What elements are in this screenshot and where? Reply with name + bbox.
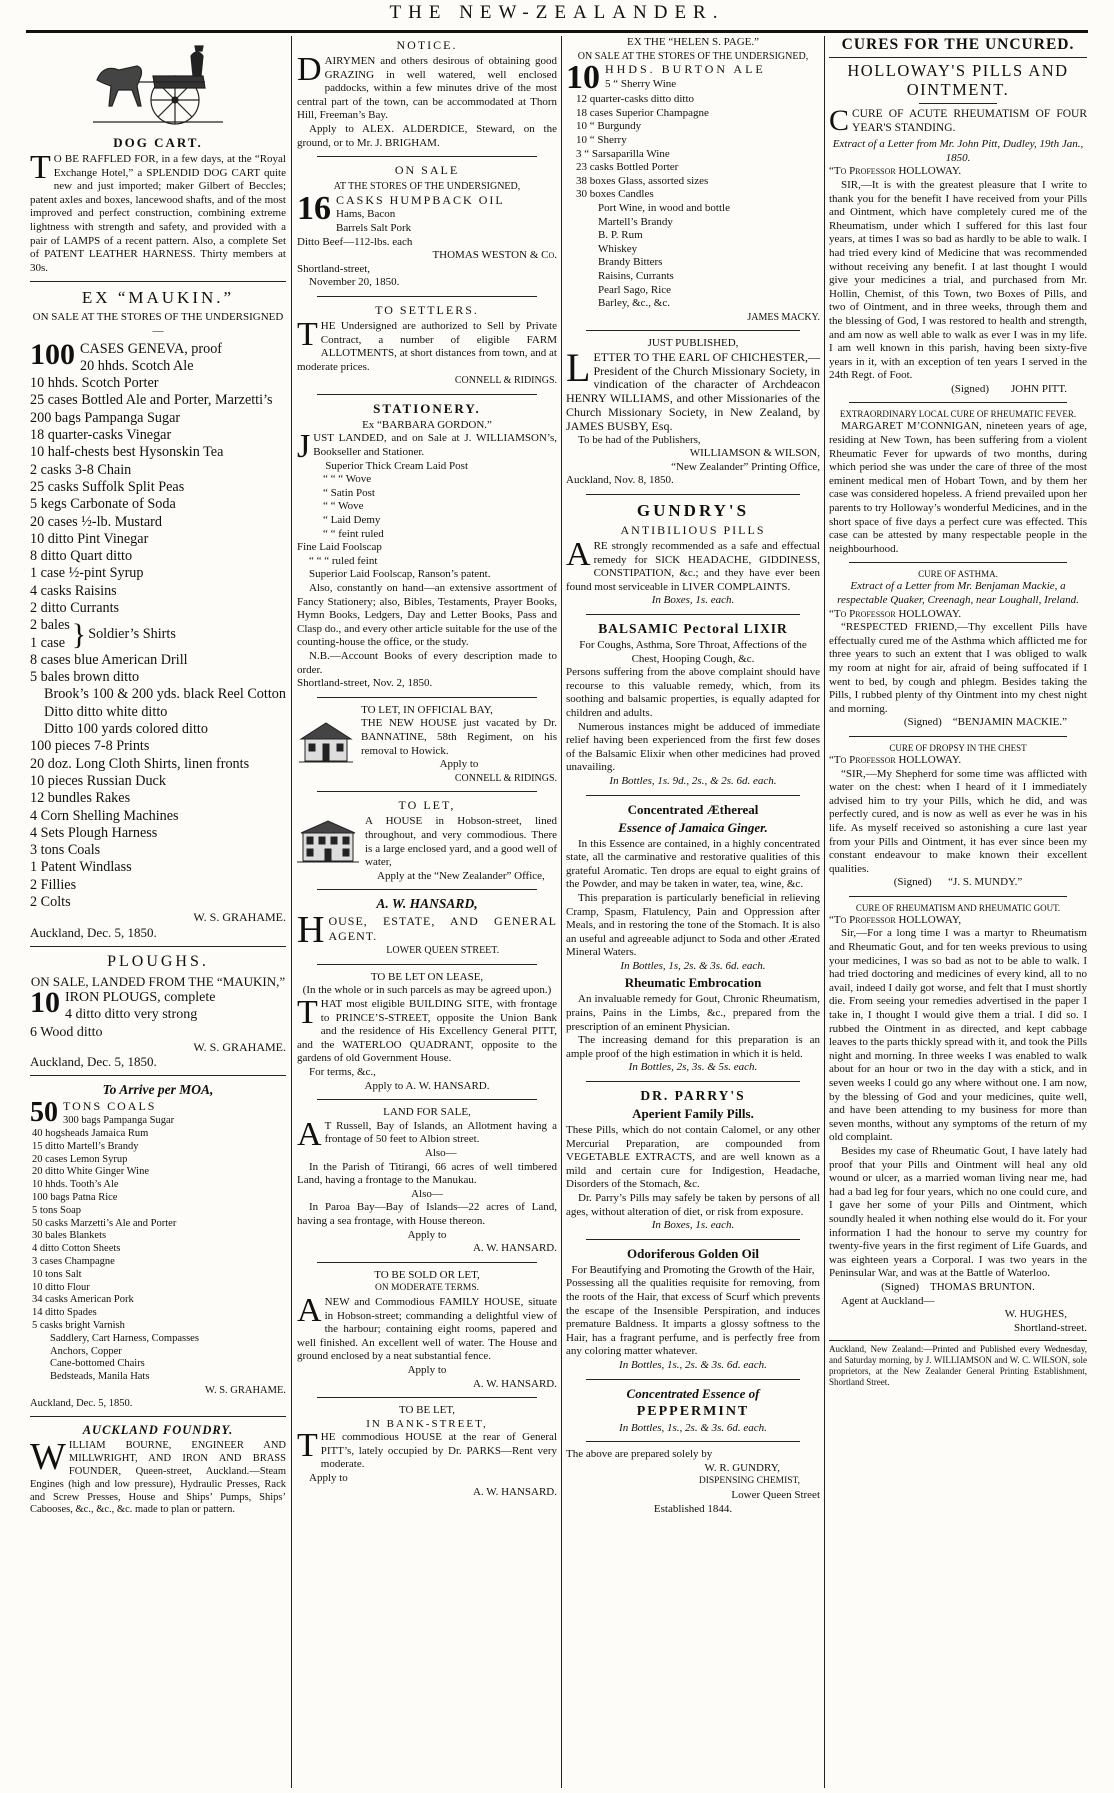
drop-cap: D — [297, 51, 322, 88]
stationery-body: UST LANDED, and on Sale at J. WILLIAMSON’s, Bookseller and Stationer. — [313, 432, 557, 459]
list-item: 10 hhds. Tooth’s Ale — [32, 1179, 119, 1191]
house-illustration — [297, 719, 355, 770]
list-item: 10 “ Burgundy — [576, 120, 642, 133]
column-3 — [566, 36, 820, 1788]
list-item: Barrels Salt Pork — [336, 221, 412, 234]
lease-terms: For terms, &c., — [309, 1066, 376, 1079]
signature: A. W. HANSARD. — [472, 1485, 557, 1498]
column-rule — [561, 36, 562, 1788]
list-item: Barley, &c., &c. — [598, 297, 670, 310]
land-paroa: In Paroa Bay—Bay of Islands—22 acres of Land, having a sea frontage, with House thereon. — [297, 1201, 557, 1227]
balsamic-body: Persons suffering from the above complaint should have recourse to this valuable remedy, which, from its soothing and balsamic properties, is equally adapted for children and adults. — [566, 666, 820, 719]
divider — [829, 57, 1087, 58]
bank-subtitle: IN BANK-STREET, — [366, 1417, 488, 1430]
signed: (Signed) — [903, 716, 942, 729]
lease-body: HAT most eligible BUILDING SITE, with frontage to PRINCE’S-STREET, opposite the Union Bank and the residence of His Excellency General PITT, and the WATERLOO QUADRANT, opposite to the gardens of old Government House. — [297, 998, 557, 1065]
list-item: 3 “ Sarsaparilla Wine — [576, 147, 670, 160]
dateline: Auckland, Dec. 5, 1850. — [30, 924, 157, 940]
list-item: Bedsteads, Manila Hats — [50, 1371, 150, 1383]
list-item: 23 casks Bottled Porter — [576, 161, 679, 174]
footer-by: The above are prepared solely by — [566, 1448, 713, 1461]
gundry-body: RE strongly recommended as a safe and effectual remedy for SICK HEADACHE, GIDDINESS, CONSTIPATION, &c.; and they have ever been found most serviceable in LIVER COMPLAINTS. — [566, 540, 820, 593]
list-item: 20 cases Lemon Syrup — [32, 1153, 128, 1165]
divider — [30, 946, 286, 947]
balsamic-for: For Coughs, Asthma, Sore Throat, Affections of the Chest, Hooping Cough, &c. — [579, 639, 807, 665]
letter-title: CURE OF RHEUMATISM AND RHEUMATIC GOUT. — [855, 902, 1061, 913]
list-item: 8 cases blue American Drill — [30, 651, 188, 668]
list-item: TONS COALS — [63, 1099, 157, 1114]
agent-address: Shortland-street. — [1013, 1321, 1087, 1334]
signature: JOHN PITT. — [1010, 382, 1067, 395]
apply-line: Apply to — [309, 1472, 348, 1485]
list-item: Port Wine, in wood and bottle — [598, 201, 730, 214]
balsamic-title: BALSAMIC Pectoral LIXIR — [598, 621, 788, 636]
letter-body: SIR,—It is with the greatest pleasure that I write to thank you for the benefit I have received from your Pills and Ointment, which have completely cured me of the Rheumatism, under which I suffered for this last four years, at times I was so bad as hardly to be able to walk. I had tried every kind of Medicine that was recommended without receiving any benefit. I at last thought I would give your medicines a trial, and purchased from Mr. Hollin, Chemist, of this Town, two Boxes of Pills, and two of Ointment, and in three weeks, through them and the blessing of God, I was restored to health and strength, and am now as well able to walk as ever I was in my life. I am well known in this parish, having been sixty-five years in it, with an exception of ten years I served in the 24th Regt. of Foot. — [829, 178, 1087, 382]
apply-line: Apply at the “New Zealander” Office, — [377, 869, 545, 882]
divider — [919, 103, 997, 104]
list-item: 10 hhds. Scotch Porter — [30, 375, 159, 392]
letter-body: Sir,—For a long time I was a martyr to Rheumatism and Rheumatic Gout, and for ten weeks previous to using your medicines, I was so bad as not to be able to walk. I had tried doctoring and medicines of every kind, all to no avail, indeed I daily got worse, and felt that I must shortly die. From seeing your remedies advertised in the paper I take in, I thought I would give them a trial. I did so. I rubbed the Ointment in as directed, and kept cabbage leaves to the parts thickly spread with it, and took the Pills night and morning. In three weeks I was enabled to walk about for an hour or two in the day with a stick, and in seven weeks I could go any where without one. I am now, by the blessing of God and your medicines, quite well, and have been attending to my business for more than seven months, without any symptoms of the return of my old complaint. — [829, 927, 1087, 1144]
hansard-body: OUSE, ESTATE, AND GENERAL AGENT. — [328, 914, 557, 944]
list-item: “ “ Wove — [323, 500, 364, 513]
lead-number: 10 — [30, 985, 60, 1019]
list-item: 10 tons Salt — [32, 1268, 82, 1280]
list-item: 5 bales brown ditto — [30, 669, 140, 686]
rheumatic-body: The increasing demand for this preparation is an ample proof of the high estimation in which it is held. — [566, 1034, 820, 1060]
list-item: 5 tons Soap — [32, 1204, 82, 1216]
foundry-body: ILLIAM BOURNE, ENGINEER AND MILLWRIGHT, AND IRON AND BRASS FOUNDER, Queen-street, Auckland.—Steam Engines (high and low pressure), Hydraulic Presses, Rack and Screw Presses, House and Ships’ Pumps, Ships’ Cabooses, &c., &c., &c. made to plan or pattern. — [30, 1440, 286, 1516]
list-item: 20 doz. Long Cloth Shirts, linen fronts — [30, 755, 250, 772]
list-item: 4 casks Raisins — [30, 582, 117, 599]
list-item: 100 pieces 7-8 Prints — [30, 738, 150, 755]
footer-role: DISPENSING CHEMIST, — [698, 1476, 800, 1487]
publisher-office: “New Zealander” Printing Office, — [671, 460, 820, 473]
list-item: 4 Sets Plough Harness — [30, 824, 158, 841]
publisher: WILLIAMSON & WILSON, — [689, 447, 820, 460]
official-bay-title: TO LET, IN OFFICIAL BAY, — [361, 703, 493, 716]
list-item: 18 cases Superior Champagne — [576, 106, 709, 119]
letter-title: CURE OF ACUTE RHEUMATISM OF FOUR YEAR'S STANDING. — [852, 108, 1087, 134]
list-item: 15 ditto Martell’s Brandy — [32, 1140, 139, 1152]
rheumatic-title: Rheumatic Embrocation — [624, 975, 762, 991]
letter-extract: Extract of a Letter from Mr. John Pitt, Dudley, 19th Jan., 1850. — [832, 138, 1084, 164]
list-item: “ “ feint ruled — [323, 527, 384, 540]
footer-name: W. R. GUNDRY, — [704, 1461, 780, 1474]
divider — [586, 1379, 800, 1380]
masthead-rule — [26, 30, 1088, 33]
sold-body: NEW and Commodious FAMILY HOUSE, situate in Hobson-street; commanding a delightful view of the harbour; containing eight rooms, papered and well finished. An excellent well of water. The House and ground enclosed by a neat substantial fence. — [297, 1295, 557, 1363]
letter-body: “SIR,—My Shepherd for some time was afflicted with water on the chest: when I heard of it I immediately advised him to try your Pills, which he did, and was perfectly cured, and is now as well as ever he was in his life. As myself received so astonishing a cure last year from your Pills and Ointment, it has ever since been my constant endeavour to make known their excellent qualities. — [829, 767, 1087, 875]
list-item: 10 half-chests best Hysonskin Tea — [30, 444, 224, 461]
divider — [829, 1340, 1087, 1341]
list-item: 25 casks Suffolk Split Peas — [30, 478, 185, 495]
list-item: Raisins, Currants — [598, 269, 674, 282]
masthead: THE NEW-ZEALANDER. — [389, 2, 725, 23]
divider — [30, 281, 286, 282]
list-item: Anchors, Copper — [50, 1345, 122, 1357]
divider — [586, 795, 800, 796]
column-rule — [824, 36, 825, 1788]
list-item: 10 pieces Russian Duck — [30, 772, 166, 789]
list-item: Pearl Sago, Rice — [598, 283, 672, 296]
list-item: 10 ditto Pint Vinegar — [30, 530, 149, 547]
letter-body: “RESPECTED FRIEND,—Thy excellent Pills have effectually cured me of the Asthma which afflicted me for three years to such an extent that I was obliged to walk my room at night for air, afraid of being suffocated if I went to bed, by cough and phlegm. Besides taking the Pills, I rubbed plenty of thy Ointment into my chest night and morning. — [829, 621, 1087, 715]
land-body: T Russell, Bay of Islands, an Allotment having a frontage of 50 feet to Albion street. — [324, 1119, 557, 1146]
helen-subtitle: ON SALE AT THE STORES OF THE UNDERSIGNED, — [577, 50, 809, 62]
list-item: 2 bales — [30, 617, 70, 634]
shirts-group: 2 bales 1 case } Soldier’s Shirts — [30, 617, 176, 651]
ginger-body: This preparation is particularly beneficial in relieving Cramp, Spasm, Flatulency, Pain and Oppression after Meals, and in restoring the tone of the Stomach. It is also an useful and agreeable adjunct to Soda and other Ærated Mineral Waters. — [566, 891, 820, 959]
lead-number: 100 — [30, 337, 75, 371]
land-title: LAND FOR SALE, — [383, 1106, 471, 1119]
divider — [849, 402, 1067, 403]
price: In Bottles, 1s, 2s. & 3s. 6d. each. — [620, 959, 766, 972]
list-item: Superior Laid Foolscap, Ranson’s patent. — [309, 568, 491, 581]
notice-apply: Apply to ALEX. ALDERDICE, Steward, on the ground, or to Mr. J. BRIGHAM. — [297, 122, 557, 149]
cures-title: CURES FOR THE UNCURED. — [841, 36, 1075, 53]
dateline: November 20, 1850. — [309, 276, 400, 289]
dog-cart-illustration — [30, 36, 286, 133]
list-item: “ “ “ ruled feint — [309, 554, 378, 567]
footer-address: Lower Queen Street — [731, 1488, 820, 1501]
drop-cap: T — [297, 1427, 318, 1465]
lease-title: TO BE LET ON LEASE, — [370, 970, 484, 983]
divider — [586, 614, 800, 615]
to-let-body: A HOUSE in Hobson-street, lined throughout, and very commodious. There is a large enclosed yard, and a good well of water, — [365, 815, 557, 869]
published-body: ETTER TO THE EARL OF CHICHESTER,—President of the Church Missionary Society, in vindication of the character of Archdeacon HENRY WILLIAMS, and other Missionaries of the Church Missionary Society, in New Zealand, by JAMES BUSBY, Esq. — [566, 349, 820, 433]
list-item: 4 Corn Shelling Machines — [30, 807, 179, 824]
list-item: 1 case — [30, 634, 66, 651]
letter-title: EXTRAORDINARY LOCAL CURE OF RHEUMATIC FEVER. — [839, 409, 1077, 420]
list-item: 20 ditto White Ginger Wine — [32, 1166, 150, 1178]
divider — [849, 736, 1067, 737]
notice-title: NOTICE. — [396, 38, 458, 52]
house-illustration — [297, 817, 359, 870]
apply-line: Apply to — [407, 1363, 447, 1376]
balsamic-body: Numerous instances might be adduced of immediate relief having been experienced from the first few doses of the Balsamic Elixir when other medicines had proved unavailing. — [566, 720, 820, 774]
dog-cart-title: DOG CART. — [113, 135, 203, 150]
drop-cap: A — [297, 1291, 322, 1329]
list-item: Saddlery, Cart Harness, Compasses — [50, 1332, 199, 1344]
divider — [586, 330, 800, 331]
published-title: JUST PUBLISHED, — [647, 337, 739, 350]
drop-cap: J — [297, 428, 311, 466]
list-item: Ditto 100 yards colored ditto — [44, 721, 208, 738]
letter-body: MARGARET M’CONNIGAN, nineteen years of age, residing at New Town, has been suffering from a violent Rheumatic Fever for upwards of two months, during which period she was under the care of three of the most eminent medical men of Hobart Town, and by them her case was considered hopeless. A friend prevailed upon her parents to try Holloway’s wonderful Medicines, and in the short space of five days a perfect cure was effected. This case can be attested by many respectable people in the neighbourhood. — [829, 420, 1087, 555]
letter-to: “To Professor HOLLOWAY. — [829, 607, 962, 620]
to-let-title: TO LET, — [398, 798, 456, 813]
signed: (Signed) — [893, 876, 932, 889]
lease-subtitle: (In the whole or in such parcels as may be agreed upon.) — [302, 984, 552, 997]
gundry-title: GUNDRY'S — [636, 501, 750, 521]
rheumatic-body: An invaluable remedy for Gout, Chronic Rheumatism, prains, Pains in the Limbs, &c., prepared from the prescription of an eminent Physician. — [566, 993, 820, 1033]
ginger-body: In this Essence are contained, in a highly concentrated state, all the carminative and restorative qualities of this grateful Aromatic. Ten drops are equal to eight grains of the Powder, and may be taken in water, tea, wine, &c. — [566, 837, 820, 891]
list-item: B. P. Rum — [598, 229, 643, 242]
list-item: 10 “ Sherry — [576, 133, 627, 146]
peppermint-title-2: PEPPERMINT — [636, 1403, 750, 1419]
price: In Bottles, 2s, 3s. & 5s. each. — [628, 1061, 758, 1074]
official-bay-body: THE NEW HOUSE just vacated by Dr. BANNATINE, 58th Regiment, on his removal to Howick. — [361, 717, 557, 757]
list-item: Brook’s 100 & 200 yds. black Reel Cotton — [44, 686, 286, 703]
bank-title: TO BE LET, — [398, 1404, 456, 1417]
maukin-subtitle: ON SALE AT THE STORES OF THE UNDERSIGNED— — [32, 311, 284, 337]
letter-extract: Extract of a Letter from Mr. Benjaman Mackie, a respectable Quaker, Creenagh, near Loughall, Ireland. — [837, 580, 1079, 606]
letter-to: “To Professor HOLLOWAY. — [829, 753, 962, 766]
divider — [317, 1262, 537, 1263]
drop-cap: A — [566, 536, 591, 574]
drop-cap: T — [297, 315, 318, 353]
list-item: 25 cases Bottled Ale and Porter, Marzetti’s — [30, 392, 273, 409]
ginger-title-2: Essence of Jamaica Ginger. — [618, 819, 768, 835]
moa-list — [30, 1115, 286, 1384]
list-item: 18 quarter-casks Vinegar — [30, 427, 172, 444]
divider — [586, 1441, 800, 1442]
list-item: Fine Laid Foolscap — [297, 541, 382, 554]
list-item: 5 kegs Carbonate of Soda — [30, 496, 176, 513]
notice-body: AIRYMEN and others desirous of obtaining good GRAZING in well watered, well enclosed paddocks, within a few minutes drive of the most central part of the town, can be accommodated at Thorn Hill, Freeman’s Bay. — [297, 55, 557, 122]
list-item: 8 ditto Quart ditto — [30, 548, 133, 565]
drop-cap: L — [566, 344, 591, 390]
column-1 — [30, 36, 286, 1788]
parry-title: DR. PARRY'S — [640, 1088, 746, 1104]
settlers-title: TO SETTLERS. — [375, 302, 479, 317]
stationery-nb: N.B.—Account Books of every description made to order. — [297, 649, 557, 676]
stationery-also: Also, constantly on hand—an extensive assortment of Fancy Stationery; also, Bibles, Testaments, Prayer Books, Hymn Books, Ledgers, Day and Letter Books, Pass and Clasp do., and every other article suitable for the use of the counting-house the office, or the study. — [297, 582, 557, 649]
signature: A. W. HANSARD. — [472, 1377, 557, 1390]
parry-title-2: Aperient Family Pills. — [632, 1106, 754, 1122]
signature: CONNELL & RIDINGS. — [454, 375, 557, 387]
onsale-subtitle: AT THE STORES OF THE UNDERSIGNED, — [333, 181, 521, 193]
letter-body: Besides my case of Rheumatic Gout, I have lately had proof that your Pills and Ointment will heal any old wound or ulcer, as a married woman living near me, had had a bad leg for four years, which no one could cure, and I gave her some of your Pills and Ointment, which soundly healed it when nothing else would do it. For your information I had the honour to serve my country for twenty-five years in the first regiment of Life Guards, and was eighteen years a Corporal. I was two years in the Peninsular War, and was at the Battle of Waterloo. — [829, 1144, 1087, 1280]
list-item: IRON PLOUGS, complete — [65, 989, 216, 1005]
list-item: 14 ditto Spades — [32, 1307, 97, 1319]
list-item: CASKS HUMPBACK OIL — [336, 192, 505, 207]
list-item: 30 bales Blankets — [32, 1230, 107, 1242]
sold-subtitle: ON MODERATE TERMS. — [374, 1283, 480, 1294]
divider — [30, 1075, 286, 1076]
sold-title: TO BE SOLD OR LET, — [374, 1268, 480, 1281]
price: In Bottles, 1s. 9d., 2s., & 2s. 6d. each. — [609, 774, 777, 787]
list-item: Cane-bottomed Chairs — [50, 1358, 145, 1370]
drop-cap: H — [297, 909, 326, 952]
apply-line: Apply to — [439, 758, 479, 771]
drop-cap: C — [829, 104, 850, 137]
list-item: 4 ditto Cotton Sheets — [32, 1243, 121, 1255]
stationery-title: STATIONERY. — [373, 400, 481, 416]
maukin-list — [30, 337, 286, 912]
imprint: Auckland, New Zealand:—Printed and Published every Wednesday, and Saturday morning, by J. WILLIAMSON and W. C. WILSON, sole proprietors, at the New Zealander General Printing Establishment, Shortland Street. — [829, 1344, 1087, 1388]
divider — [317, 156, 537, 157]
list-item: Brandy Bitters — [598, 256, 663, 269]
agent-name: W. HUGHES, — [1004, 1308, 1067, 1321]
list-item: Ditto Beef—112-lbs. each — [297, 235, 413, 248]
golden-oil-title: Odoriferous Golden Oil — [627, 1245, 759, 1261]
golden-oil-body: Possessing all the qualities requisite for removing, from the roots of the Hair, that excess of Scurf which prevents the escape of the Insensible Perspiration, and induces premature Baldness. It imparts a glossy softness to the Hair, has a fragrant perfume, and is perfectly free from any coloring matter whatever. — [566, 1277, 820, 1358]
list-item: Ditto ditto white ditto — [44, 703, 168, 720]
list-item: 1 case ½-pint Syrup — [30, 565, 144, 582]
list-item: 200 bags Pampanga Sugar — [30, 409, 181, 426]
settlers-body: HE Undersigned are authorized to Sell by Private Contract, a number of eligible FARM ALLOTMENTS, at short distances from town, and at moderate prices. — [297, 319, 557, 373]
parry-body: Dr. Parry’s Pills may safely be taken by persons of all ages, without alteration of diet, or risk from exposure. — [566, 1192, 820, 1218]
list-item: 2 Fillies — [30, 876, 77, 893]
divider — [317, 697, 537, 698]
helen-list — [566, 78, 820, 311]
letter-title: CURE OF ASTHMA. — [918, 569, 998, 580]
list-item: 5 casks bright Varnish — [32, 1319, 125, 1331]
divider — [317, 296, 537, 297]
apply-line: Apply to A. W. HANSARD. — [364, 1079, 490, 1092]
bank-body: HE commodious HOUSE at the rear of General PITT’s, lately occupied by Dr. PARKS—Rent very moderate. — [320, 1431, 557, 1471]
letter-title: CURE OF DROPSY IN THE CHEST — [889, 742, 1027, 753]
signed: (Signed) — [951, 382, 989, 395]
column-2 — [297, 36, 557, 1788]
letter-to: “To Professor HOLLOWAY. — [829, 165, 962, 178]
list-item: “ Laid Demy — [323, 514, 381, 527]
golden-oil-subtitle: For Beautifying and Promoting the Growth of the Hair, — [571, 1263, 815, 1276]
list-item: 34 casks American Pork — [32, 1294, 134, 1306]
also-line: Also— — [411, 1187, 443, 1200]
divider — [317, 394, 537, 395]
list-item: 50 casks Marzetti’s Ale and Porter — [32, 1217, 177, 1229]
onsale-title: ON SALE — [394, 163, 460, 178]
price: In Bottles, 1s., 2s. & 3s. 6d. each. — [619, 1421, 767, 1434]
dateline: Auckland, Dec. 5, 1850. — [30, 1054, 157, 1070]
drop-cap: T — [297, 994, 318, 1032]
divider — [317, 1099, 537, 1100]
list-item: 5 “ Sherry Wine — [605, 77, 677, 90]
list-item: 12 quarter-casks ditto ditto — [576, 93, 695, 106]
peppermint-title: Concentrated Essence of — [626, 1385, 760, 1401]
list-item: Martell’s Brandy — [598, 215, 673, 228]
agent-line: Agent at Auckland— — [841, 1294, 935, 1307]
list-item: 20 hhds. Scotch Ale — [80, 357, 194, 374]
lead-number: 10 — [566, 59, 600, 97]
lead-number: 50 — [30, 1097, 58, 1129]
divider — [849, 562, 1067, 563]
hansard-title: A. W. HANSARD, — [376, 896, 478, 912]
holloway-title: HOLLOWAY'S PILLS AND OINTMENT. — [847, 61, 1069, 99]
list-item: 40 hogsheads Jamaica Rum — [32, 1128, 149, 1139]
divider — [586, 1239, 800, 1240]
also-line: Also— — [424, 1147, 457, 1159]
ginger-title: Concentrated Æthereal — [627, 801, 759, 817]
helen-title: EX THE “HELEN S. PAGE.” — [627, 36, 759, 48]
list-item: 10 ditto Flour — [32, 1281, 90, 1293]
divider — [317, 791, 537, 792]
signature: CONNELL & RIDINGS. — [454, 772, 557, 784]
dateline: Auckland, Nov. 8, 1850. — [566, 474, 674, 487]
divider — [317, 1397, 537, 1398]
signature: “BENJAMIN MACKIE.” — [952, 716, 1067, 729]
list-item: 300 bags Pampanga Sugar — [63, 1115, 175, 1127]
divider — [317, 889, 537, 890]
ploughs-intro: ON SALE, LANDED FROM THE “MAUKIN,” — [30, 973, 286, 989]
ploughs-title: PLOUGHS. — [107, 952, 209, 970]
letter-to: “To Professor HOLLOWAY, — [829, 913, 962, 926]
lead-number: 16 — [297, 189, 331, 227]
drop-cap: T — [30, 149, 51, 186]
dateline: Auckland, Dec. 5, 1850. — [30, 1397, 133, 1409]
drop-cap: A — [297, 1115, 322, 1153]
published-had: To be had of the Publishers, — [578, 433, 701, 446]
list-item: CASES GENEVA, proof — [80, 340, 223, 357]
signature: W. S. GRAHAME. — [193, 1039, 286, 1054]
signature: W. S. GRAHAME. — [193, 910, 286, 925]
divider — [849, 896, 1067, 897]
hansard-address: LOWER QUEEN STREET. — [386, 945, 500, 957]
parry-body: These Pills, which do not contain Calomel, or any other Mercurial Preparation, are compounded from VEGETABLE EXTRACTS, and are well known as a mild and certain cure for Indigestion, Headache, Disorders of the Stomach, &c. — [566, 1124, 820, 1191]
list-item: 3 cases Champagne — [32, 1255, 115, 1267]
maukin-title: EX “MAUKIN.” — [81, 288, 235, 308]
list-item: 30 boxes Candles — [576, 188, 654, 201]
address: Shortland-street, — [297, 262, 371, 275]
divider — [317, 964, 537, 965]
list-item: 100 bags Patna Rice — [32, 1191, 118, 1203]
list-item: 6 Wood ditto — [30, 1024, 103, 1040]
list-item: Whiskey — [598, 242, 638, 255]
divider — [586, 1081, 800, 1082]
list-item: 38 boxes Glass, assorted sizes — [576, 174, 709, 187]
list-item: 2 casks 3-8 Chain — [30, 461, 132, 478]
signature: “J. S. MUNDY.” — [948, 876, 1023, 889]
signed: (Signed) — [881, 1280, 919, 1293]
price: In Boxes, 1s. each. — [651, 594, 735, 607]
list-item: 2 Colts — [30, 894, 71, 911]
dog-cart-body: O BE RAFFLED FOR, in a few days, at the “Royal Exchange Hotel,” a SPLENDID DOG CART quite new and just imported; maker Gilbert of Beccles; patent axles and boxes, lancewood shafts, and of the most improved and perfect construction, combining extreme lightness with strength and safety, and provided with a pair of LAMPS of a recent pattern. Also, a complete Set of PATENT LEATHER HARNESS. Thirty members at 30s. — [30, 153, 286, 274]
list-item: “ Satin Post — [323, 486, 375, 499]
list-item: 12 bundles Rakes — [30, 790, 131, 807]
list-item: HHDS. BURTON ALE — [605, 62, 766, 77]
dateline: Shortland-street, Nov. 2, 1850. — [297, 677, 433, 690]
list-item: 4 ditto ditto very strong — [65, 1007, 198, 1023]
footer-established: Established 1844. — [653, 1502, 733, 1515]
list-item: 1 Patent Windlass — [30, 859, 132, 876]
moa-title: To Arrive per MOA, — [102, 1082, 214, 1098]
signature: A. W. HANSARD. — [472, 1242, 557, 1255]
price: In Boxes, 1s. each. — [651, 1219, 735, 1232]
signature: W. S. GRAHAME. — [205, 1384, 286, 1396]
list-item: “ “ “ Wove — [323, 473, 372, 486]
list-item: 2 ditto Currants — [30, 599, 120, 616]
list-item: Soldier’s Shirts — [88, 625, 176, 642]
signature: THOMAS WESTON & Co. — [432, 249, 557, 262]
signature: THOMAS BRUNTON. — [929, 1280, 1035, 1293]
divider — [586, 494, 800, 495]
column-rule — [291, 36, 292, 1788]
signature: JAMES MACKY. — [747, 311, 820, 323]
list-item: Superior Thick Cream Laid Post — [325, 459, 469, 472]
stationery-subtitle: Ex “BARBARA GORDON.” — [362, 418, 492, 431]
divider — [30, 1416, 286, 1417]
list-item: 20 cases ½-lb. Mustard — [30, 513, 162, 530]
land-parish: In the Parish of Titirangi, 66 acres of well timbered Land, having a frontage to the Manukau. — [297, 1160, 557, 1187]
drop-cap: W — [30, 1436, 66, 1479]
foundry-title: AUCKLAND FOUNDRY. — [82, 1423, 234, 1438]
list-item: Hams, Bacon — [336, 208, 396, 221]
price: In Bottles, 1s., 2s. & 3s. 6d. each. — [619, 1358, 767, 1371]
apply-line: Apply to — [407, 1228, 447, 1241]
list-item: 3 tons Coals — [30, 842, 101, 859]
column-4 — [829, 36, 1087, 1788]
gundry-subtitle: ANTIBILIOUS PILLS — [620, 523, 766, 538]
